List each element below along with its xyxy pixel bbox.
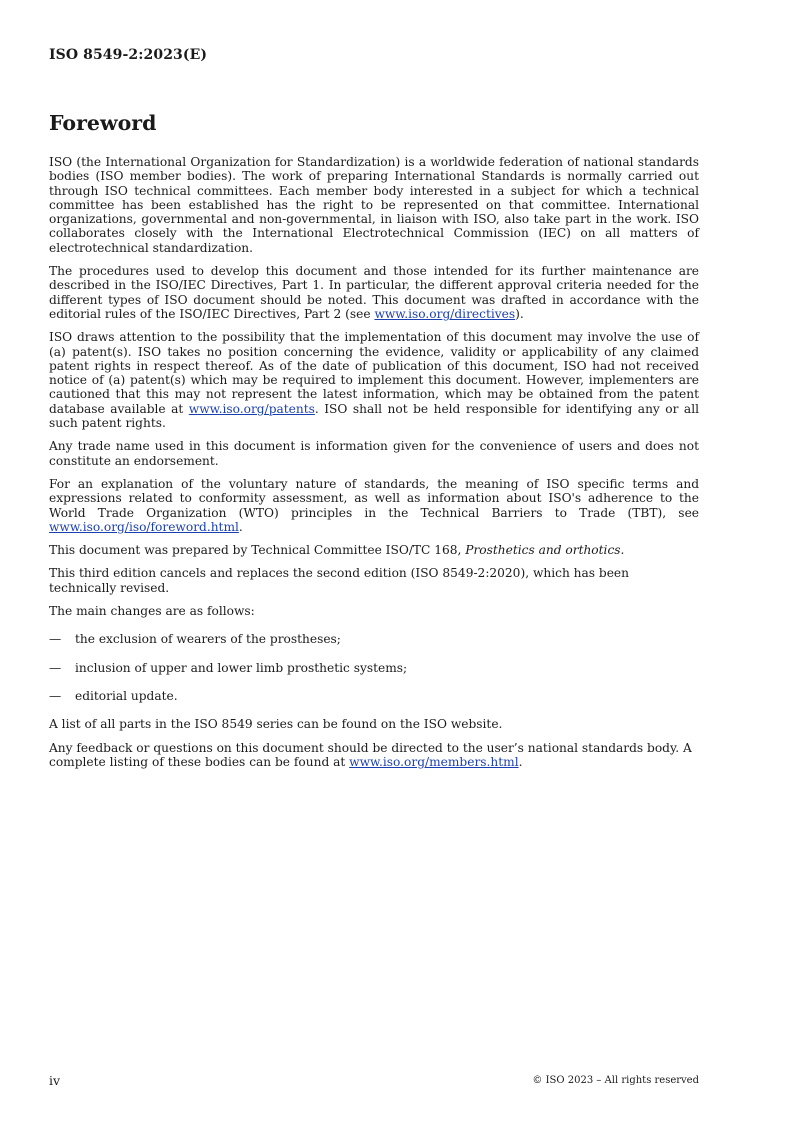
paragraph-voluntary-nature-end: .	[238, 519, 243, 534]
paragraph-edition: This third edition cancels and replaces the second edition (ISO 8549-2:2020), which has been technically revised.	[49, 566, 629, 595]
paragraph-patents-end: . ISO shall not be held responsible for identifying any or all such patent rights.	[49, 401, 699, 431]
list-item	[49, 689, 699, 703]
paragraph-feedback	[49, 741, 699, 770]
document-id: ISO 8549-2:2023(E)	[49, 47, 208, 63]
paragraph-voluntary-nature	[49, 477, 699, 534]
dash-bullet: —	[49, 660, 62, 675]
paragraph-procedures-text: The procedures used to develop this document and those intended for its further maintenance are described in the ISO/IEC Directives, Part 1. In particular, the different approval criteria needed for the different types of ISO document should be noted. This document was drafted in accordance with the editorial rules of the ISO/IEC Directives, Part 2 (see	[49, 264, 699, 321]
paragraph-committee	[49, 543, 699, 557]
paragraph-committee-text: This document was prepared by Technical Committee ISO/TC 168,	[49, 543, 466, 558]
paragraph-series: A list of all parts in the ISO 8549 series can be found on the ISO website.	[49, 717, 503, 732]
paragraph-feedback-end: .	[518, 754, 523, 769]
list-item	[49, 661, 699, 675]
directives-link[interactable]: www.iso.org/directives	[374, 306, 516, 321]
list-item	[49, 632, 699, 646]
list-item-text: inclusion of upper and lower limb prosthetic systems;	[75, 660, 408, 675]
paragraph-procedures	[49, 264, 699, 321]
list-item-text: editorial update.	[75, 688, 178, 703]
foreword-body	[49, 155, 699, 778]
list-item-text: the exclusion of wearers of the prostheses;	[75, 632, 341, 647]
foreword-link[interactable]: www.iso.org/iso/foreword.html	[49, 519, 239, 534]
dash-bullet: —	[49, 632, 62, 647]
members-link[interactable]: www.iso.org/members.html	[349, 754, 519, 769]
paragraph-patents	[49, 330, 699, 430]
paragraph-patents-text: ISO draws attention to the possibility that the implementation of this document may involve the use of (a) patent(s). ISO takes no position concerning the evidence, validity or applicability of any claimed patent rights in respect thereof. As of the date of publication of this document, ISO had not received notice of (a) patent(s) which may be required to implement this document. However, implementers are cautioned that this may not represent the latest information, which may be obtained from the patent database available at	[49, 330, 699, 416]
committee-title: Prosthetics and orthotics.	[465, 543, 625, 558]
paragraph-iso-intro: ISO (the International Organization for Standardization) is a worldwide federation of national standards bodies (ISO member bodies). The work of preparing International Standards is normally carried out through ISO technical committees. Each member body interested in a subject for which a technical committee has been established has the right to be represented on that committee. International organizations, governmental and non-governmental, in liaison with ISO, also take part in the work. ISO collaborates closely with the International Electrotechnical Commission (IEC) on all matters of electrotechnical standardization.	[49, 155, 699, 255]
dash-bullet: —	[49, 688, 62, 703]
document-page	[49, 0, 699, 1122]
section-title: Foreword	[49, 111, 157, 135]
page-number: iv	[49, 1073, 61, 1088]
paragraph-trade-name: Any trade name used in this document is information given for the convenience of users and does not constitute an endorsement.	[49, 439, 699, 468]
paragraph-changes-intro: The main changes are as follows:	[49, 604, 255, 619]
paragraph-feedback-text: Any feedback or questions on this document should be directed to the user’s national standards body. A complete listing of these bodies can be found at	[49, 740, 692, 769]
paragraph-voluntary-nature-text: For an explanation of the voluntary nature of standards, the meaning of ISO specific terms and expressions related to conformity assessment, as well as information about ISO's adherence to the World Trade Organization (WTO) principles in the Technical Barriers to Trade (TBT), see	[49, 476, 699, 520]
paragraph-procedures-end: ).	[515, 306, 524, 321]
changes-list	[49, 632, 699, 703]
copyright-notice: © ISO 2023 – All rights reserved	[532, 1075, 699, 1086]
patents-link[interactable]: www.iso.org/patents	[188, 401, 315, 416]
